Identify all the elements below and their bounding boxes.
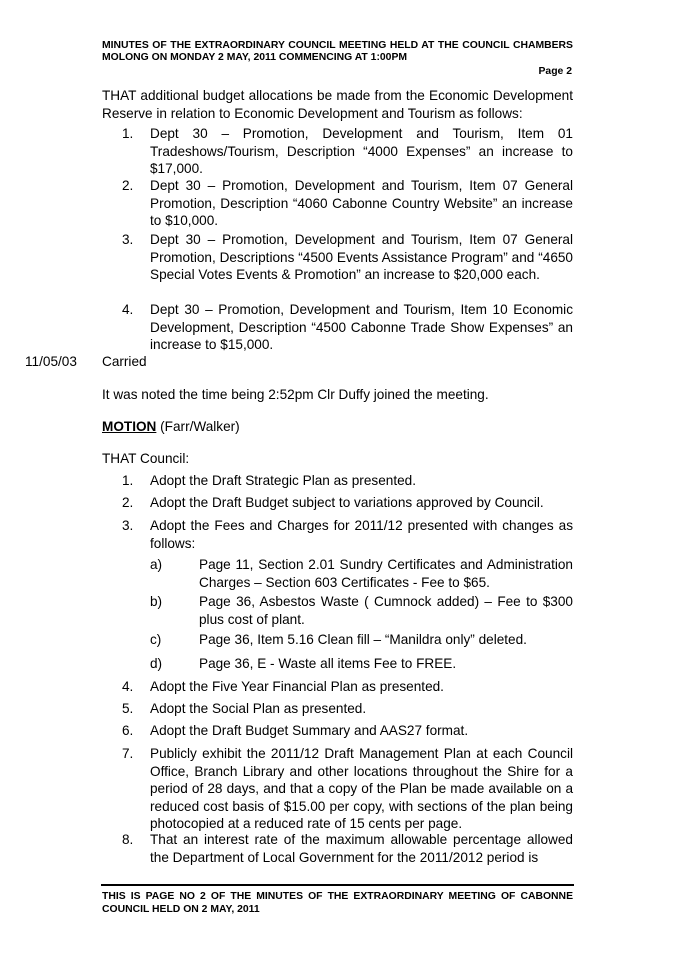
council-item: Adopt the Draft Budget subject to variations approved by Council.: [150, 495, 544, 510]
council-item: Adopt the Social Plan as presented.: [150, 701, 367, 716]
resolution-status: Carried: [102, 354, 147, 369]
allocation-item: Dept 30 – Promotion, Development and Tourism, Item 07 General Promotion, Description “4060 Cabonne Country Website” an increase to $10,000.: [150, 178, 573, 228]
allocation-number: 4.: [122, 302, 134, 317]
fee-change-letter: c): [150, 632, 162, 647]
council-item: Adopt the Five Year Financial Plan as presented.: [150, 679, 444, 694]
council-item-number: 2.: [122, 495, 134, 510]
fee-change-item: Page 36, Item 5.16 Clean fill – “Manildra only” deleted.: [199, 632, 527, 647]
council-item-number: 6.: [122, 723, 134, 738]
fee-change-letter: b): [150, 594, 163, 609]
page-footer: THIS IS PAGE NO 2 OF THE MINUTES OF THE EXTRAORDINARY MEETING OF CABONNE COUNCIL HELD ON 2 MAY, 2011: [102, 891, 573, 915]
allocation-item: Dept 30 – Promotion, Development and Tourism, Item 10 Economic Development, Description “4500 Cabonne Trade Show Expenses” an increase to $15,000.: [150, 302, 573, 352]
council-item-number: 1.: [122, 473, 134, 488]
council-item-number: 5.: [122, 701, 134, 716]
allocation-number: 3.: [122, 232, 134, 247]
that-council-heading: THAT Council:: [102, 451, 190, 466]
council-item: Adopt the Draft Budget Summary and AAS27 format.: [150, 723, 469, 738]
allocation-number: 1.: [122, 126, 134, 141]
allocation-item: Dept 30 – Promotion, Development and Tourism, Item 07 General Promotion, Descriptions “4500 Events Assistance Program” and “4650 Special Votes Events & Promotion” an increase to $20,000 each.: [150, 232, 573, 282]
motion-label: MOTION: [102, 419, 157, 434]
council-item: Adopt the Draft Strategic Plan as presented.: [150, 473, 416, 488]
allocations-intro: THAT additional budget allocations be made from the Economic Development Reserve in relation to Economic Development and Tourism as follows:: [102, 88, 573, 121]
page-number: Page 2: [538, 66, 572, 77]
motion-heading: [102, 418, 573, 436]
council-item: Publicly exhibit the 2011/12 Draft Management Plan at each Council Office, Branch Library and other locations throughout the Shire for a period of 28 days, and that a copy of the Plan be made available on a reduced cost basis of $15.00 per copy, with sections of the plan being photocopied at a reduced rate of 15 cents per page.: [150, 746, 573, 831]
fee-change-item: Page 11, Section 2.01 Sundry Certificates and Administration Charges – Section 603 Certificates - Fee to $65.: [199, 557, 573, 590]
motion-movers: (Farr/Walker): [156, 419, 240, 434]
fee-change-letter: a): [150, 557, 163, 572]
allocation-number: 2.: [122, 178, 134, 193]
council-item: Adopt the Fees and Charges for 2011/12 presented with changes as follows:: [150, 518, 573, 551]
council-item-number: 3.: [122, 518, 134, 533]
council-item-number: 8.: [122, 832, 134, 847]
resolution-number: 11/05/03: [25, 354, 77, 369]
fee-change-letter: d): [150, 656, 163, 671]
footer-divider: [101, 884, 574, 886]
fee-change-item: Page 36, E - Waste all items Fee to FREE.: [199, 656, 457, 671]
allocation-item: Dept 30 – Promotion, Development and Tourism, Item 01 Tradeshows/Tourism, Description “4000 Expenses” an increase to $17,000.: [150, 126, 573, 176]
page-header-title: MINUTES OF THE EXTRAORDINARY COUNCIL MEETING HELD AT THE COUNCIL CHAMBERS MOLONG ON MONDAY 2 MAY, 2011 COMMENCING AT 1:00PM: [102, 40, 573, 63]
fee-change-item: Page 36, Asbestos Waste ( Cumnock added) – Fee to $300 plus cost of plant.: [199, 594, 573, 627]
meeting-note: It was noted the time being 2:52pm Clr Duffy joined the meeting.: [102, 387, 489, 402]
council-item-number: 7.: [122, 746, 134, 761]
council-item: That an interest rate of the maximum allowable percentage allowed the Department of Local Government for the 2011/2012 period is: [150, 832, 573, 865]
council-item-number: 4.: [122, 679, 134, 694]
